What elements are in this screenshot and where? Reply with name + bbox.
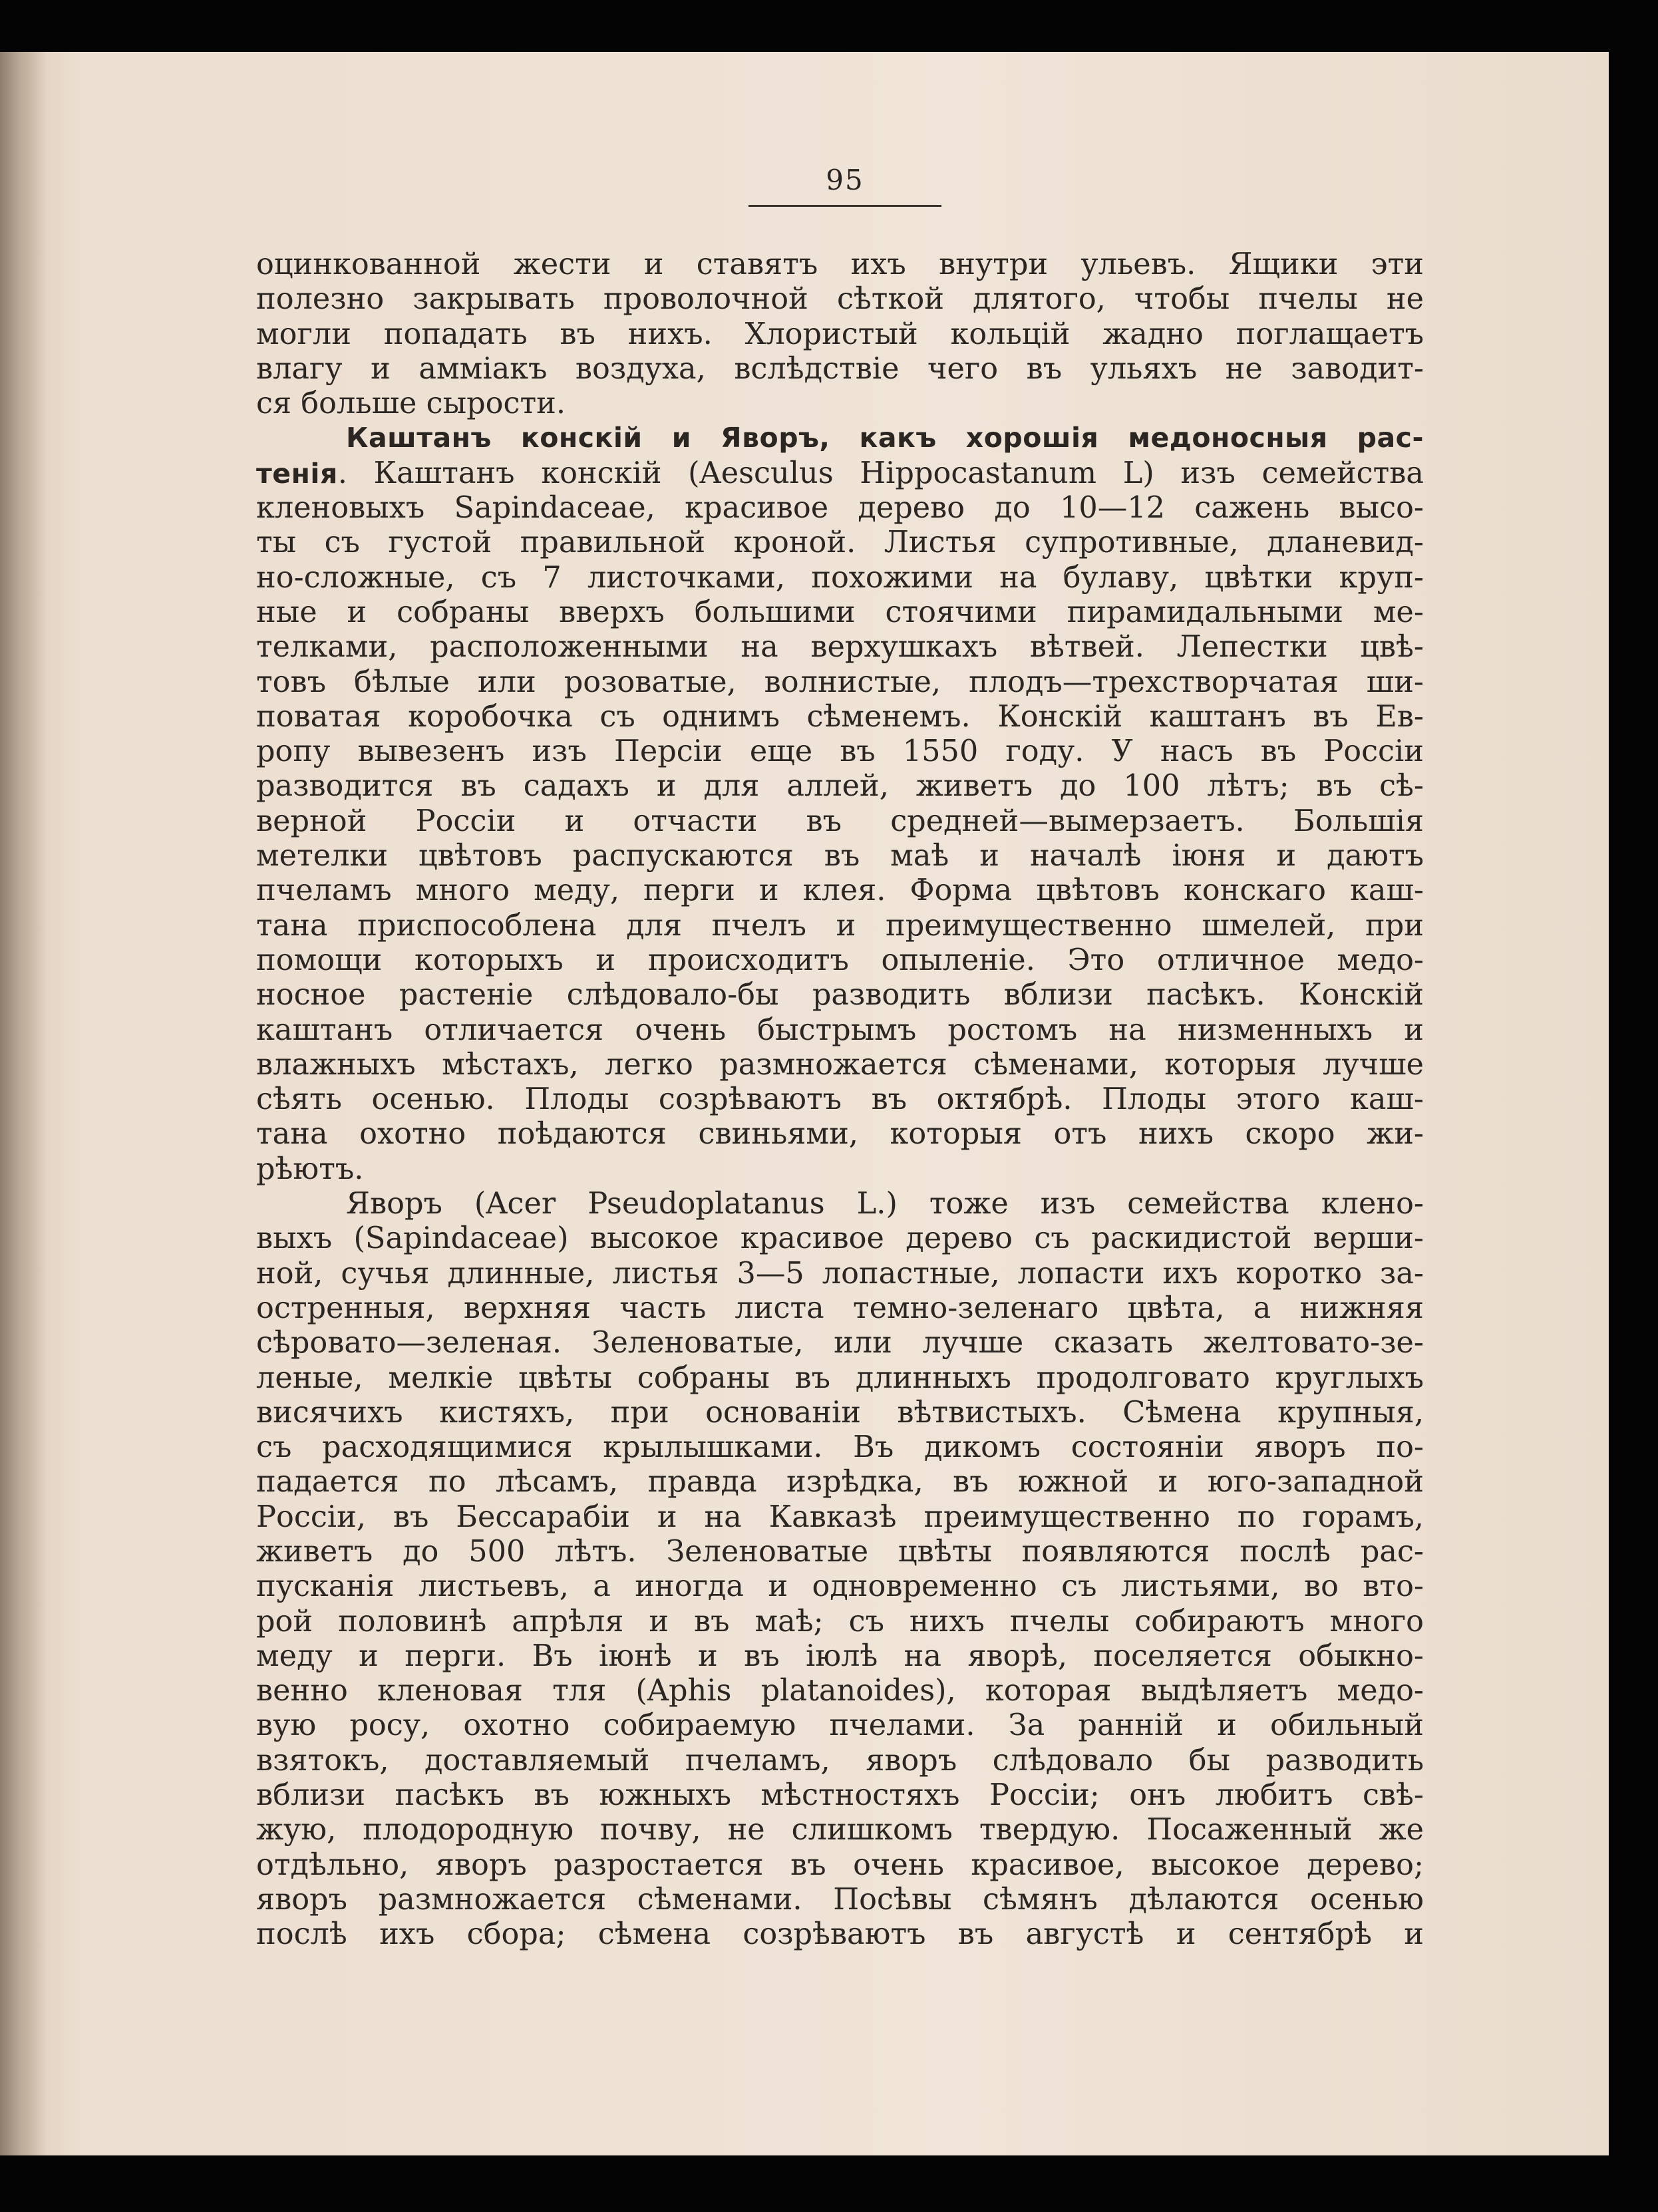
text-line: Яворъ (Acer Pseudoplatanus L.) тоже изъ семейства клено-: [346, 1186, 1424, 1221]
text-line: выхъ (Sapindaceae) высокое красивое дерево съ раскидистой верши-: [256, 1221, 1424, 1256]
text-line: ной, сучья длинные, листья 3—5 лопастные, лопасти ихъ коротко за-: [256, 1255, 1424, 1291]
text-span: . Каштанъ конскій (Aesculus Hippocastanum L) изъ семейства: [337, 455, 1424, 490]
text-line: влажныхъ мѣстахъ, легко размножается сѣменами, которыя лучше: [256, 1046, 1424, 1082]
section-heading: Каштанъ конскій и Яворъ, какъ хорошія медоносныя рас-: [346, 422, 1424, 454]
text-line: ся больше сырости.: [256, 386, 566, 421]
text-line: рой половинѣ апрѣля и въ маѣ; съ нихъ пчелы собираютъ много: [256, 1603, 1424, 1639]
text-line: верной Россіи и отчасти въ средней—вымерзаетъ. Большія: [256, 803, 1424, 838]
text-line: остренныя, верхняя часть листа темно-зеленаго цвѣта, а нижняя: [256, 1290, 1424, 1325]
text-line: послѣ ихъ сбора; сѣмена созрѣваютъ въ августѣ и сентябрѣ и: [256, 1917, 1424, 1952]
text-line: взятокъ, доставляемый пчеламъ, яворъ слѣдовало бы разводить: [256, 1742, 1424, 1778]
text-line: венно кленовая тля (Aphis platanoides), которая выдѣляетъ медо-: [256, 1673, 1424, 1708]
text-line: Россіи, въ Бессарабіи и на Кавказѣ преимущественно по горамъ,: [256, 1499, 1424, 1534]
text-line: пчеламъ много меду, перги и клея. Форма цвѣтовъ конскаго каш-: [256, 873, 1424, 908]
section-heading-end: тенія: [256, 457, 338, 490]
header-rule: [748, 205, 941, 207]
page-number: 95: [826, 164, 864, 196]
text-line: оцинкованной жести и ставятъ ихъ внутри ульевъ. Ящики эти: [256, 247, 1424, 281]
text-line: могли попадать въ нихъ. Хлористый кольцій жадно поглащаетъ: [256, 316, 1424, 351]
text-line: каштанъ отличается очень быстрымъ ростомъ на низменныхъ и: [256, 1012, 1424, 1047]
text-line: помощи которыхъ и происходитъ опыленіе. Это отличное медо-: [256, 942, 1424, 977]
text-line: яворъ размножается сѣменами. Посѣвы сѣмянъ дѣлаются осенью: [256, 1881, 1424, 1917]
text-line: сѣять осенью. Плоды созрѣваютъ въ октябрѣ. Плоды этого каш-: [256, 1082, 1424, 1117]
text-line: сѣровато—зеленая. Зеленоватые, или лучше сказать желтовато-зе-: [256, 1325, 1424, 1360]
text-line: падается по лѣсамъ, правда изрѣдка, въ южной и юго-западной: [256, 1464, 1424, 1500]
text-line: съ расходящимися крылышками. Въ дикомъ состояніи яворъ по-: [256, 1430, 1424, 1465]
text-line: полезно закрывать проволочной сѣткой длятого, чтобы пчелы не: [256, 281, 1424, 317]
text-line: поватая коробочка съ однимъ сѣменемъ. Конскій каштанъ въ Ев-: [256, 699, 1424, 734]
text-line: метелки цвѣтовъ распускаются въ маѣ и началѣ іюня и даютъ: [256, 838, 1424, 873]
text-line: леные, мелкіе цвѣты собраны въ длинныхъ продолговато круглыхъ: [256, 1360, 1424, 1395]
text-line: ты съ густой правильной кроной. Листья супротивные, дланевид-: [256, 525, 1424, 560]
book-spine-shadow: [0, 52, 47, 2155]
text-line: отдѣльно, яворъ разростается въ очень красивое, высокое дерево;: [256, 1847, 1424, 1882]
text-line: ные и собраны вверхъ большими стоячими пирамидальными ме-: [256, 594, 1424, 629]
text-line: телками, расположенными на верхушкахъ вѣтвей. Лепестки цвѣ-: [256, 629, 1424, 665]
text-line: тана приспособлена для пчелъ и преимущественно шмелей, при: [256, 907, 1424, 943]
text-line: тана охотно поѣдаются свиньями, которыя отъ нихъ скоро жи-: [256, 1116, 1424, 1152]
text-line: пусканія листьевъ, а иногда и одновременно съ листьями, во вто-: [256, 1569, 1424, 1604]
text-line: жую, плодородную почву, не слишкомъ твердую. Посаженный же: [256, 1812, 1424, 1847]
text-line: носное растеніе слѣдовало-бы разводить вблизи пасѣкъ. Конскій: [256, 977, 1424, 1013]
text-line: висячихъ кистяхъ, при основаніи вѣтвистыхъ. Сѣмена крупныя,: [256, 1394, 1424, 1430]
book-page: [0, 52, 1609, 2155]
text-line: кленовыхъ Sapindaceae, красивое дерево до 10—12 сажень высо-: [256, 490, 1424, 526]
text-line: [256, 456, 1424, 490]
text-line: но-сложные, съ 7 листочками, похожими на булаву, цвѣтки круп-: [256, 559, 1424, 595]
text-line: живетъ до 500 лѣтъ. Зеленоватые цвѣты появляются послѣ рас-: [256, 1533, 1424, 1569]
text-line: разводится въ садахъ и для аллей, живетъ до 100 лѣтъ; въ сѣ-: [256, 768, 1424, 804]
text-line: влагу и амміакъ воздуха, вслѣдствіе чего въ ульяхъ не заводит-: [256, 351, 1424, 386]
text-line: товъ бѣлые или розоватые, волнистые, плодъ—трехстворчатая ши-: [256, 664, 1424, 699]
text-line: вблизи пасѣкъ въ южныхъ мѣстностяхъ Россіи; онъ любитъ свѣ-: [256, 1778, 1424, 1813]
body-text: [256, 247, 1424, 1952]
text-line: ропу вывезенъ изъ Персіи еще въ 1550 году. У насъ въ Россіи: [256, 734, 1424, 769]
text-line: вую росу, охотно собираемую пчелами. За ранній и обильный: [256, 1708, 1424, 1743]
text-line: меду и перги. Въ іюнѣ и въ іюлѣ на яворѣ, поселяется обыкно-: [256, 1638, 1424, 1673]
text-line: рѣютъ.: [256, 1151, 364, 1186]
